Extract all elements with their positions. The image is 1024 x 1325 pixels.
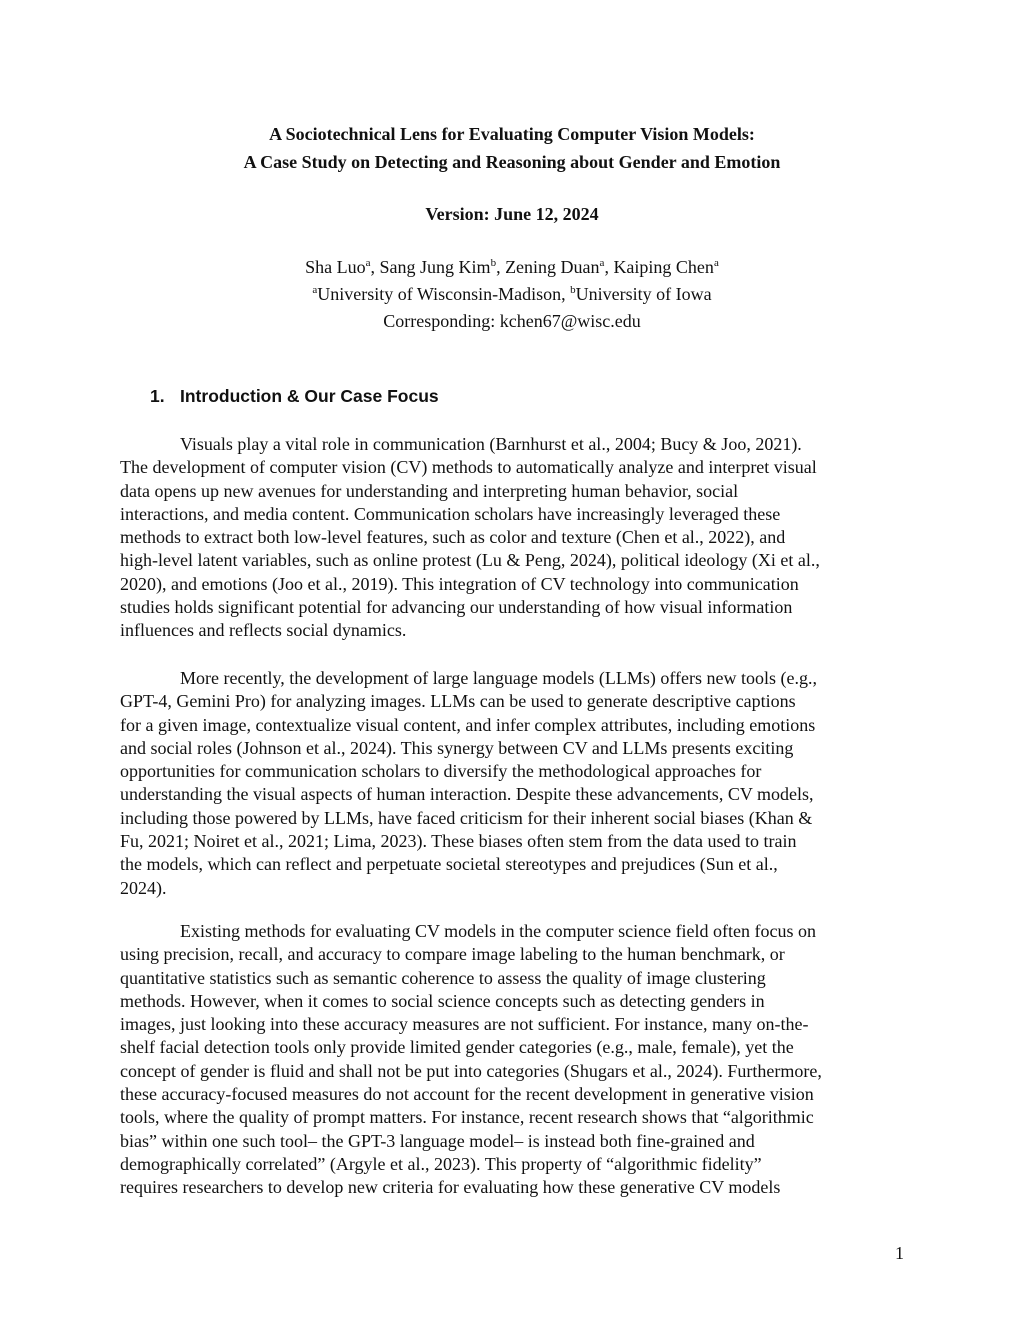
affiliation-mark: b: [570, 284, 576, 296]
paragraph-line: interactions, and media content. Communication scholars have increasingly leveraged these: [120, 503, 781, 524]
paragraph-line: methods. However, when it comes to social science concepts such as detecting genders in: [120, 990, 765, 1011]
paragraph-2: [120, 667, 910, 900]
author-block: [100, 254, 924, 335]
affiliation-name: University of Iowa: [575, 284, 712, 304]
affiliation-name: University of Wisconsin-Madison: [317, 284, 562, 304]
paragraph-line: methods to extract both low-level features, such as color and texture (Chen et al., 2022), and: [120, 527, 786, 548]
page-number: 1: [895, 1243, 904, 1263]
title-line-2: A Case Study on Detecting and Reasoning about Gender and Emotion: [243, 152, 781, 172]
author-name: Kaiping Chen: [613, 257, 714, 277]
paragraph-line: and social roles (Johnson et al., 2024). This synergy between CV and LLMs presents exciting: [120, 737, 794, 758]
corresponding-author: Corresponding: kchen67@wisc.edu: [383, 311, 641, 331]
paragraph-line: studies holds significant potential for advancing our understanding of how visual information: [120, 597, 793, 618]
paragraph-line: GPT-4, Gemini Pro) for analyzing images. LLMs can be used to generate descriptive captions: [120, 691, 796, 712]
paragraph-line: using precision, recall, and accuracy to compare image labeling to the human benchmark, or: [120, 944, 785, 965]
section-number: 1.: [150, 386, 165, 406]
paragraph-line: influences and reflects social dynamics.: [120, 620, 407, 641]
author-affiliation-mark: a: [365, 257, 371, 269]
paragraph-line: 2024).: [120, 877, 167, 898]
paragraph-line: Visuals play a vital role in communication (Barnhurst et al., 2004; Bucy & Joo, 2021).: [180, 434, 802, 454]
section-title: Introduction & Our Case Focus: [180, 386, 439, 406]
paragraph-line: concept of gender is fluid and shall not be put into categories (Shugars et al., 2024). Furthermore,: [120, 1060, 822, 1081]
paragraph-line: demographically correlated” (Argyle et al., 2023). This property of “algorithmic fidelity”: [120, 1153, 762, 1174]
paragraph-line: data opens up new avenues for understanding and interpreting human behavior, social: [120, 480, 739, 501]
paragraph-line: quantitative statistics such as semantic coherence to assess the quality of image clustering: [120, 967, 766, 988]
paragraph-line: for a given image, contextualize visual content, and infer complex attributes, including emotions: [120, 714, 816, 735]
author-list: Sha Luo$^a$, Sang Jung Kim$^b$, Zening Duan$^a$, Kaiping Chen$^a$: [305, 257, 719, 277]
paragraph-line: tools, where the quality of prompt matters. For instance, recent research shows that “algorithmic: [120, 1107, 814, 1128]
paragraph-line: including those powered by LLMs, have faced criticism for their inherent social biases (Khan &: [120, 807, 813, 828]
paragraph-line: opportunities for communication scholars to diversify the methodological approaches for: [120, 761, 762, 782]
title-line-1: A Sociotechnical Lens for Evaluating Computer Vision Models:: [269, 124, 755, 144]
paragraph-line: Existing methods for evaluating CV models in the computer science field often focus on: [180, 921, 817, 941]
paper-title: [100, 120, 924, 176]
paragraph-line: shelf facial detection tools only provide limited gender categories (e.g., male, female), yet the: [120, 1037, 794, 1058]
paragraph-line: high-level latent variables, such as online protest (Lu & Peng, 2024), political ideology (Xi et al.,: [120, 550, 820, 571]
paragraph-line: The development of computer vision (CV) methods to automatically analyze and interpret visual: [120, 457, 817, 478]
paragraph-line: Fu, 2021; Noiret et al., 2021; Lima, 2023). These biases often stem from the data used to train: [120, 831, 797, 852]
paragraph-line: bias” within one such tool– the GPT-3 language model– is instead both fine-grained and: [120, 1130, 755, 1151]
author-name: Sang Jung Kim: [379, 257, 491, 277]
paragraph-line: requires researchers to develop new criteria for evaluating how these generative CV models: [120, 1177, 781, 1198]
paragraph-line: images, just looking into these accuracy measures are not sufficient. For instance, many on-the-: [120, 1014, 809, 1035]
affiliation-mark: a: [312, 284, 318, 296]
author-name: Zening Duan: [505, 257, 600, 277]
paragraph-1: [120, 433, 910, 643]
paragraph-line: understanding the visual aspects of human interaction. Despite these advancements, CV models,: [120, 784, 814, 805]
author-affiliation-mark: a: [713, 257, 719, 269]
paragraph-line: these accuracy-focused measures do not account for the recent development in generative vision: [120, 1084, 814, 1105]
paragraph-line: the models, which can reflect and perpetuate societal stereotypes and prejudices (Sun et al.,: [120, 854, 778, 875]
author-affiliation-mark: b: [490, 257, 497, 269]
section-heading: [150, 383, 439, 409]
author-affiliation-mark: a: [599, 257, 605, 269]
paragraph-line: More recently, the development of large language models (LLMs) offers new tools (e.g.,: [180, 668, 817, 688]
affiliation-list: $^a$University of Wisconsin-Madison, $^b$University of Iowa: [312, 284, 712, 304]
paragraph-line: 2020), and emotions (Joo et al., 2019). This integration of CV technology into communication: [120, 573, 799, 594]
version-line: Version: June 12, 2024: [425, 204, 599, 224]
author-name: Sha Luo: [305, 257, 366, 277]
paragraph-3: [120, 920, 910, 1200]
